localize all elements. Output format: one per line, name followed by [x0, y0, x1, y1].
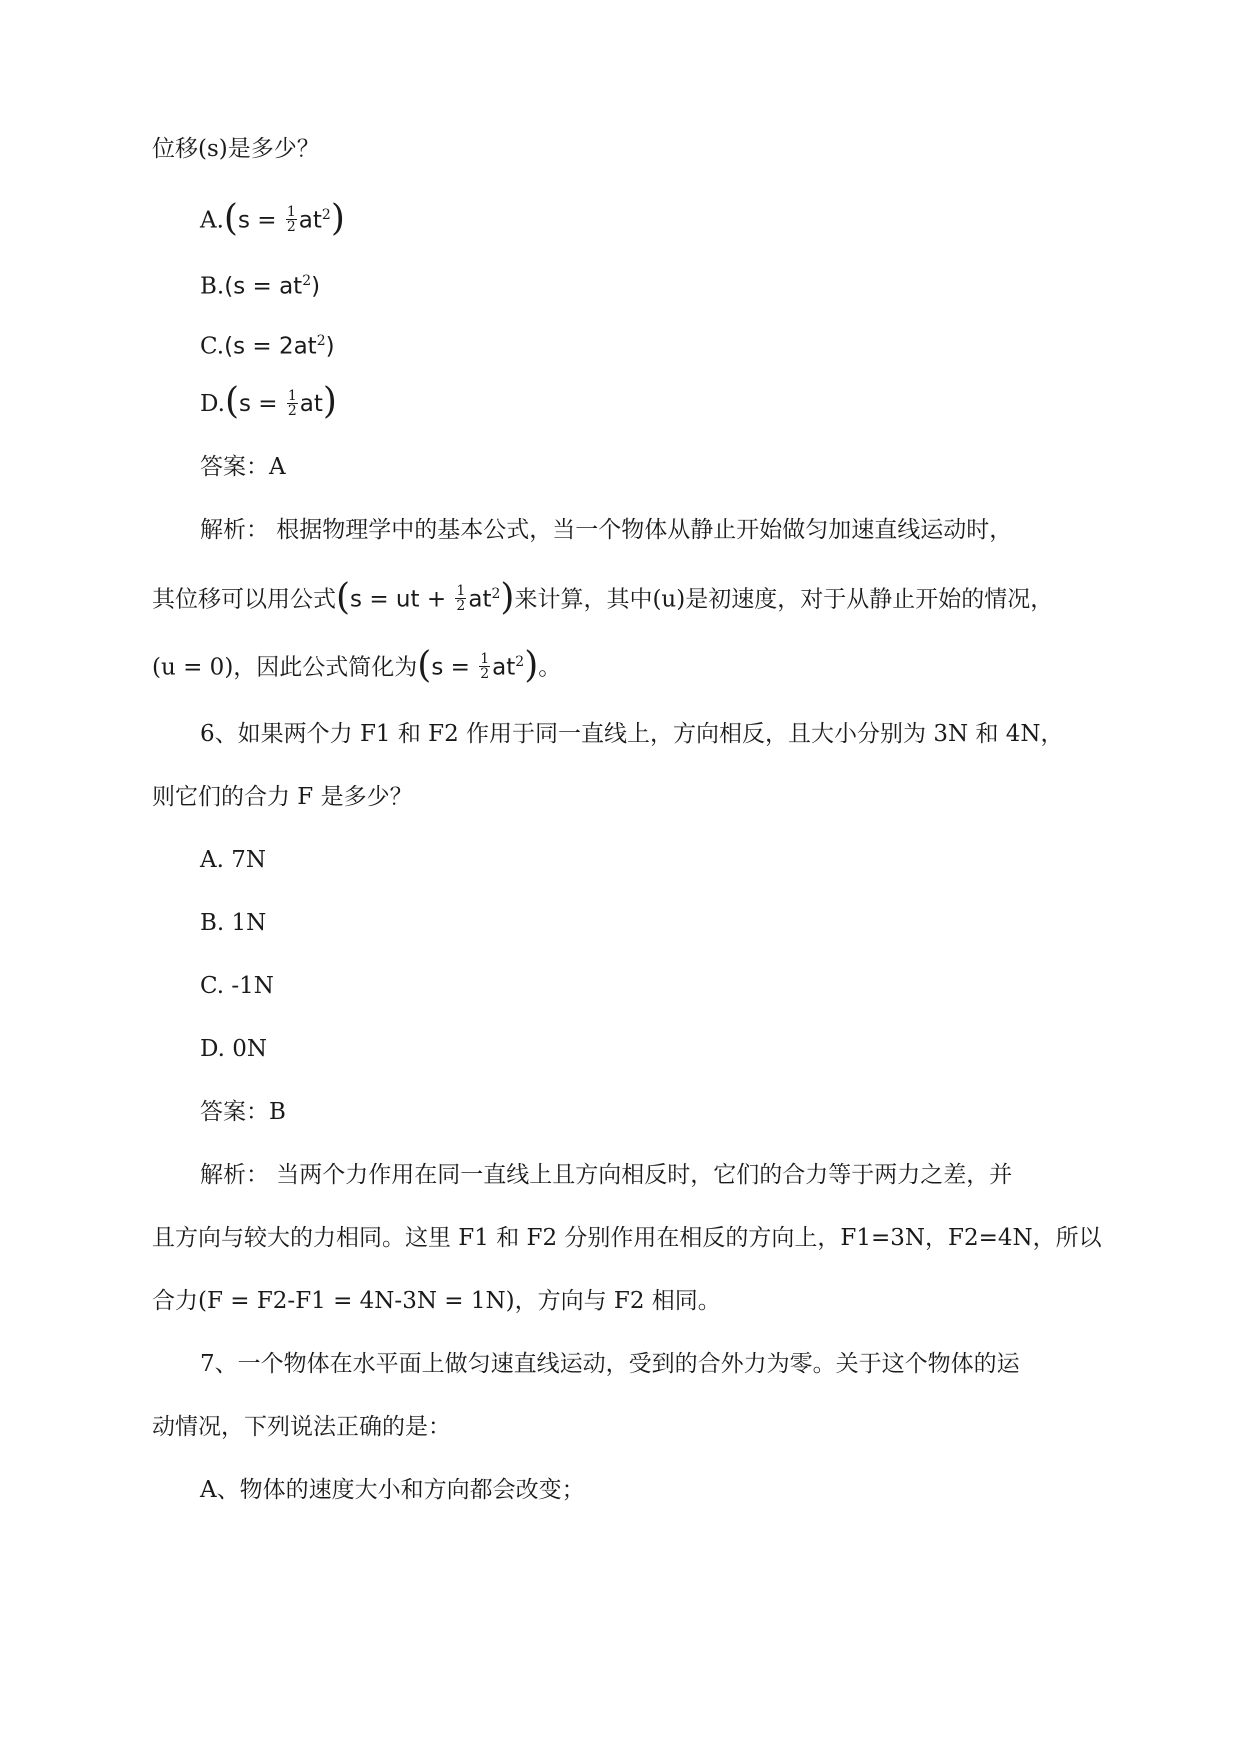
q5-stem-tail: 位移(s)是多少？ [152, 136, 320, 162]
q5-answer: 答案：A [200, 454, 286, 480]
close-paren: ) [325, 333, 335, 360]
q5-option-a: A.(s = $\frac{1}{2}$ $at^2$) [200, 197, 345, 239]
q5-option-d: D.(s = $\frac{1}{2}$ at) [200, 381, 337, 422]
text: 其位移可以用公式 [152, 586, 336, 613]
option-label: B. [200, 273, 225, 300]
formula-lhs: s = [238, 391, 278, 417]
q5-option-c [200, 321, 335, 367]
exponent: 2 [321, 207, 331, 223]
option-label: C. [200, 333, 225, 360]
fraction: $\frac{1}{2}$ [480, 651, 490, 683]
formula: s = ut + [350, 586, 447, 613]
formula-term: at [298, 207, 322, 234]
option-label: A. [200, 207, 224, 234]
q6-answer: 答案：B [200, 1099, 286, 1125]
formula: (s = at [224, 273, 303, 300]
q6-analysis-line-3: 合力(F = F2-F1 = 4N-3N = 1N)，方向与 F2 相同。 [152, 1288, 721, 1314]
q6-option-d: D. 0N [200, 1036, 268, 1062]
q5-analysis-line-3: (u = 0)，因此公式简化为(s = $\frac{1}{2}$ $at^2$)。 [152, 644, 562, 686]
option-label: D. [200, 391, 225, 417]
exponent: 2 [515, 654, 525, 670]
q6-stem-line-1: 6、如果两个力 F1 和 F2 作用于同一直线上，方向相反，且大小分别为 3N 和 4N， [200, 721, 1064, 747]
exponent: 2 [302, 273, 312, 289]
q6-analysis-line-1: 解析： 当两个力作用在同一直线上且方向相反时，它们的合力等于两力之差，并 [200, 1162, 1013, 1188]
q7-stem-line-1: 7、一个物体在水平面上做匀速直线运动，受到的合外力为零。关于这个物体的运 [200, 1351, 1020, 1377]
close-paren: ) [311, 273, 321, 300]
formula-term: at [468, 586, 492, 613]
q5-option-b [200, 261, 320, 307]
formula: (s = 2at [224, 333, 317, 360]
q7-stem-line-2: 动情况，下列说法正确的是： [152, 1414, 451, 1440]
exponent: 2 [491, 586, 501, 602]
formula-term: at [299, 391, 323, 417]
exponent: 2 [316, 333, 326, 349]
fraction: $\frac{1}{2}$ [456, 583, 466, 615]
text: 来计算，其中(u)是初速度，对于从静止开始的情况， [514, 586, 1054, 613]
q6-option-c: C. -1N [200, 973, 274, 999]
q6-stem-line-2: 则它们的合力 F 是多少？ [152, 784, 413, 810]
q7-option-a: A、物体的速度大小和方向都会改变； [200, 1477, 585, 1503]
q6-analysis-line-2: 且方向与较大的力相同。这里 F1 和 F2 分别作用在相反的方向上，F1=3N，F2=4N，所以 [152, 1225, 1102, 1251]
q5-analysis-line-1: 解析： 根据物理学中的基本公式，当一个物体从静止开始做匀加速直线运动时， [200, 517, 1013, 543]
q6-option-b: B. 1N [200, 910, 267, 936]
q5-analysis-line-2: 其位移可以用公式(s = ut + $\frac{1}{2}$ $at^2$)来计算，其中(u)是初速度，对于从静止开始的情况， [152, 576, 1054, 618]
formula-lhs: s = [237, 207, 277, 234]
q6-option-a: A. 7N [200, 847, 266, 873]
fraction: $\frac{1}{2}$ [286, 204, 296, 236]
fraction: $\frac{1}{2}$ [287, 387, 297, 419]
formula: s = [431, 654, 470, 681]
formula-term: at [492, 654, 516, 681]
text: 。 [538, 654, 562, 681]
text: (u = 0)，因此公式简化为 [152, 654, 418, 681]
